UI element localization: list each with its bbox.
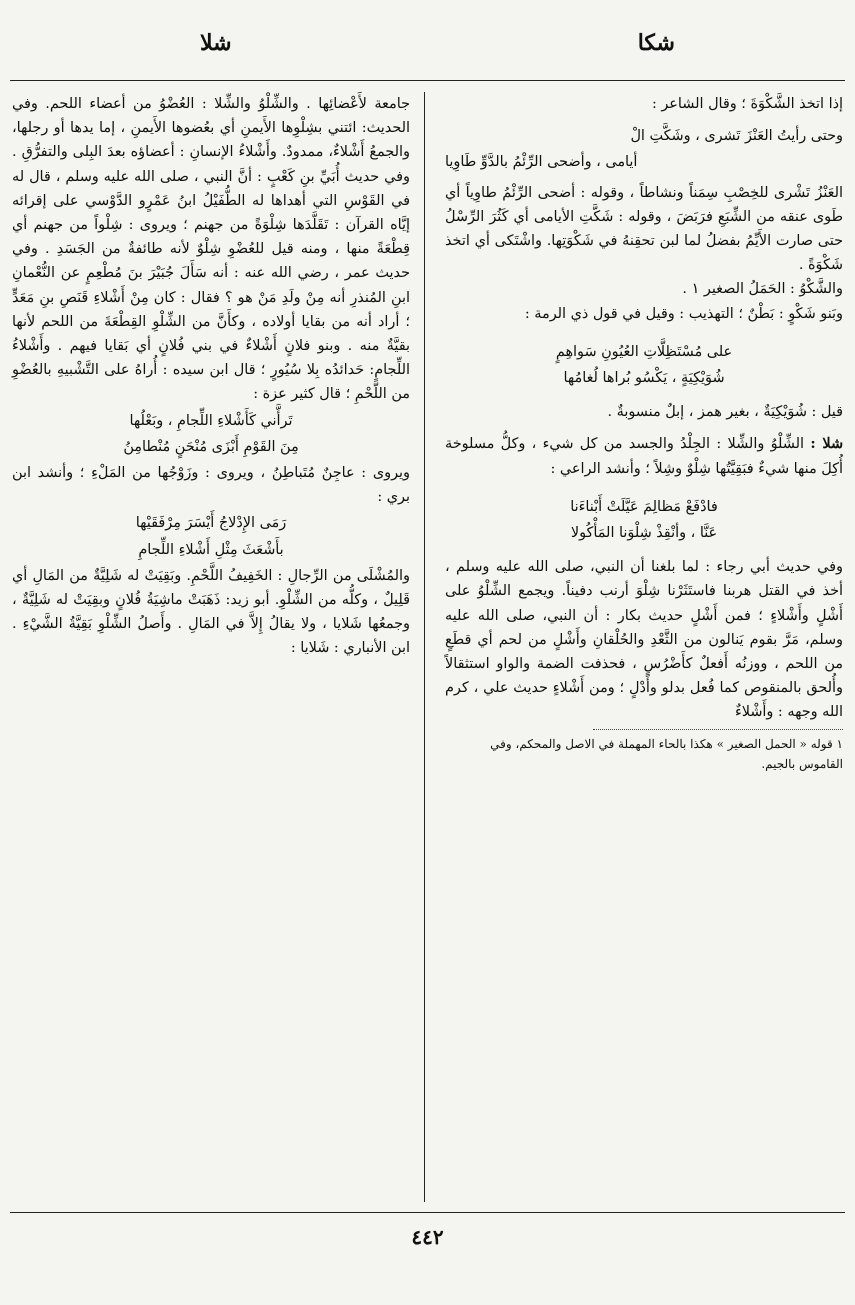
paragraph: ويروى : عاجِنٌ مُتَباطِنُ ، ويروى : وزَوْجُها من المَلْءِ ؛ وأنشد ابن بري : xyxy=(12,465,410,506)
footnote: ١ قوله « الحمل الصغير » هكذا بالحاء المهملة في الاصل والمحكم، وفي القاموس بالجيم. xyxy=(490,736,843,771)
verse xyxy=(12,409,410,459)
header-left-word: شلا xyxy=(200,30,232,56)
verse-line: فادْفَعْ مَظالِمَ عَيَّلَتْ أَبْناءَنا xyxy=(570,498,718,515)
entry-paragraph xyxy=(445,432,843,480)
bottom-rule xyxy=(10,1212,845,1213)
entry-text: الشِّلْوُ والشِّلا : الجِلْدُ والجسد من كل شيء ، وكلُّ مسلوخة أُكِلَ منها شيءٌ فبَقِيَّتُها شِلْوٌ وشِلاً ؛ وأنشد الراعي : xyxy=(445,436,843,477)
paragraph: جامعة لأَعْضائِها . والشِّلْوُ والشِّلا : العُضْوُ من أعضاء اللحم. وفي الحديث: ائتني بشِلْوِها الأَيمنِ أي بعُضوها الأَيمنِ ، إما يدها أو رجلها، والجمعُ أَشْلاءٌ، ممدودٌ. وأَشْلاءُ الإنسانِ : أعضاؤه بعدَ البِلى والتفرُّقِ . وفي حديث أُبَيِّ بنِ كَعْبٍ : أنَّ النبي ، صلى الله عليه وسلم ، قال له في القَوْسِ التي أهداها له الطُّفَيْلُ ابنُ عَمْرٍو الدَّوْسي على إقرائه إيَّاه القرآن : تَقَلَّدَها شِلْوَةً من جهنم ؛ ويروى : شِلْواً من جهنم أي قِطْعَةً منها ، ومنه قيل للعُضْوِ شِلْوٌ لأنه طائفةٌ من الجَسَدِ . وفي حديث عمر ، رضي الله عنه : أنه سَأَلَ جُبَيْرَ بنَ مُطْعِمٍ عن النُّعْمانِ ابنِ المُنذرِ أنه مِنْ ولَدِ مَنْ هو ؟ فقال : كان مِنْ أَشْلاءِ قَنَصِ بنِ مَعَدٍّ ؛ أراد أنه من بقايا أولاده ، وكأَنَّ من الشِّلْوِ القِطْعَةَ من اللحم لأنها بقيَّةٌ منه . وبنو فلانٍ أَشْلاءٌ في بني فُلانٍ أي بَقايا فيهم . وأَشْلاءُ اللِّجامِ: حَدائدُه بِلا سُيُورٍ ؛ قال ابن سيده : أُراهُ على التَّشْبيهِ بالعُضْوِ من اللَّحْمِ ؛ قال كثير عزة : xyxy=(12,96,410,403)
verse-line: مِنَ القَوْمِ أَبْزَى مُنْحَنٍ مُنْطامِنُ xyxy=(123,438,299,455)
verse xyxy=(445,124,843,174)
paragraph: وبَنو شَكْوٍ : بَطْنٌ ؛ التهذيب : وقيل في قول ذي الرمة : xyxy=(524,305,843,322)
verse-line: رَمَى الإِدْلاجُ أَيْسَرَ مِرْفَقَيْها xyxy=(135,515,287,532)
verse-line: عَنَّا ، وأنْقِذْ شِلْوَنا المَأْكُولا xyxy=(570,525,718,542)
verse-line: بأَشْعَثَ مِثْلِ أَشْلاءِ اللِّجامِ xyxy=(138,541,284,558)
entry-headword: شلا : xyxy=(810,435,844,453)
paragraph: والمُشْلَى من الرِّجالِ : الخَفِيفُ اللَّحْمِ. وبَقِيَتْ له شَلِيَّةٌ من المَالِ أي قَلِيلٌ ، وكلُّه من الشِّلْوِ. أبو زيد: ذَهَبَتْ ماشِيَةُ فُلانٍ وبقِيَتْ له شَلِيَّةٌ ، وجمعُها شَلايا ، ولا يقالُ إِلاَّ في المَالِ . وأَصلُ الشِّلْوِ بَقِيَّةُ الشَّيْءِ . ابن الأنباري : شَلايا : xyxy=(12,567,410,657)
paragraph: والشَّكْوُ : الحَمَلُ الصغير ١ . xyxy=(682,281,843,298)
page-header xyxy=(0,30,855,70)
footnote-separator xyxy=(593,729,843,730)
top-rule xyxy=(10,80,845,81)
right-column xyxy=(445,92,843,774)
paragraph: قيل : شُوَيْكِيَةٌ ، بغير همز ، إبلٌ منسوبةٌ . xyxy=(607,404,843,421)
verse xyxy=(12,511,410,561)
verse-line: على مُسْتَظِلَّاتِ العُيُونِ سَواهِمٍ xyxy=(555,343,733,360)
verse-line: تَرأَّني كَأَشْلاءِ اللِّجامِ ، وبَعْلُها xyxy=(129,412,293,429)
verse-line: وحتى رأيتُ العَنْزَ تَشرى ، وشَكَّتِ الْ xyxy=(630,128,843,145)
verse xyxy=(445,495,843,545)
verse-line: شُوَيْكِيَةٍ ، يَكْسُو بُراها لُغامُها xyxy=(563,370,725,387)
left-column xyxy=(12,92,410,661)
verse xyxy=(445,340,843,390)
verse-line: أيامى ، وأضحى الرِّئْمُ بالدَّوِّ طَاوِيا xyxy=(445,154,638,171)
paragraph: العَنْزُ تَشْرى للخِصْبِ سِمَناً ونشاطاً ، وقوله : أضحى الرِّئْمُ طاوِياً أي طَوى عنقه من الشِّبَعِ فرَبَضَ ، وقوله : شَكَّتِ الأيامى أي كَثُرَ الرِّسْلُ حتى صارت الأَيِّمُ بفضلُ لما لبن تحقِنهُ في شَكْوَتِها. واشْتَكى أي اتخذ شَكْوَةً . xyxy=(445,184,843,274)
page-number: ٤٤٢ xyxy=(411,1225,444,1249)
column-divider xyxy=(424,92,425,1202)
header-right-word: شكا xyxy=(637,30,675,56)
paragraph: وفي حديث أبي رجاء : لما بلغنا أن النبي، صلى الله عليه وسلم ، أخذ في القتل هربنا فاستَثَرْنا شِلْوَ أرنب دفيناً. ويجمع الشِّلْوُ على أَشْلٍ وأَشْلاءٍ ؛ فمن أَشْلٍ حديث بكار : أن النبي، صلى الله عليه وسلم، مَرَّ بقوم يَنالون من الثَّعْدِ والحُلْقانِ وأَشْلٍ من لحم أي قطَعٍ من اللحم ، ووزنُه أَفعلٌ كأَضْرُسٍ ، فحذفت الضمة والواو استثقالاً وأُلحق بالمنقوص كما فُعل بدلو وأَدْلٍ ؛ ومن أَشْلاءٍ حديث علي ، كرم الله وجهه : وأَشْلاءٌ xyxy=(445,559,843,721)
paragraph: إذا اتخذ الشَّكْوَةَ ؛ وقال الشاعر : xyxy=(651,96,843,112)
